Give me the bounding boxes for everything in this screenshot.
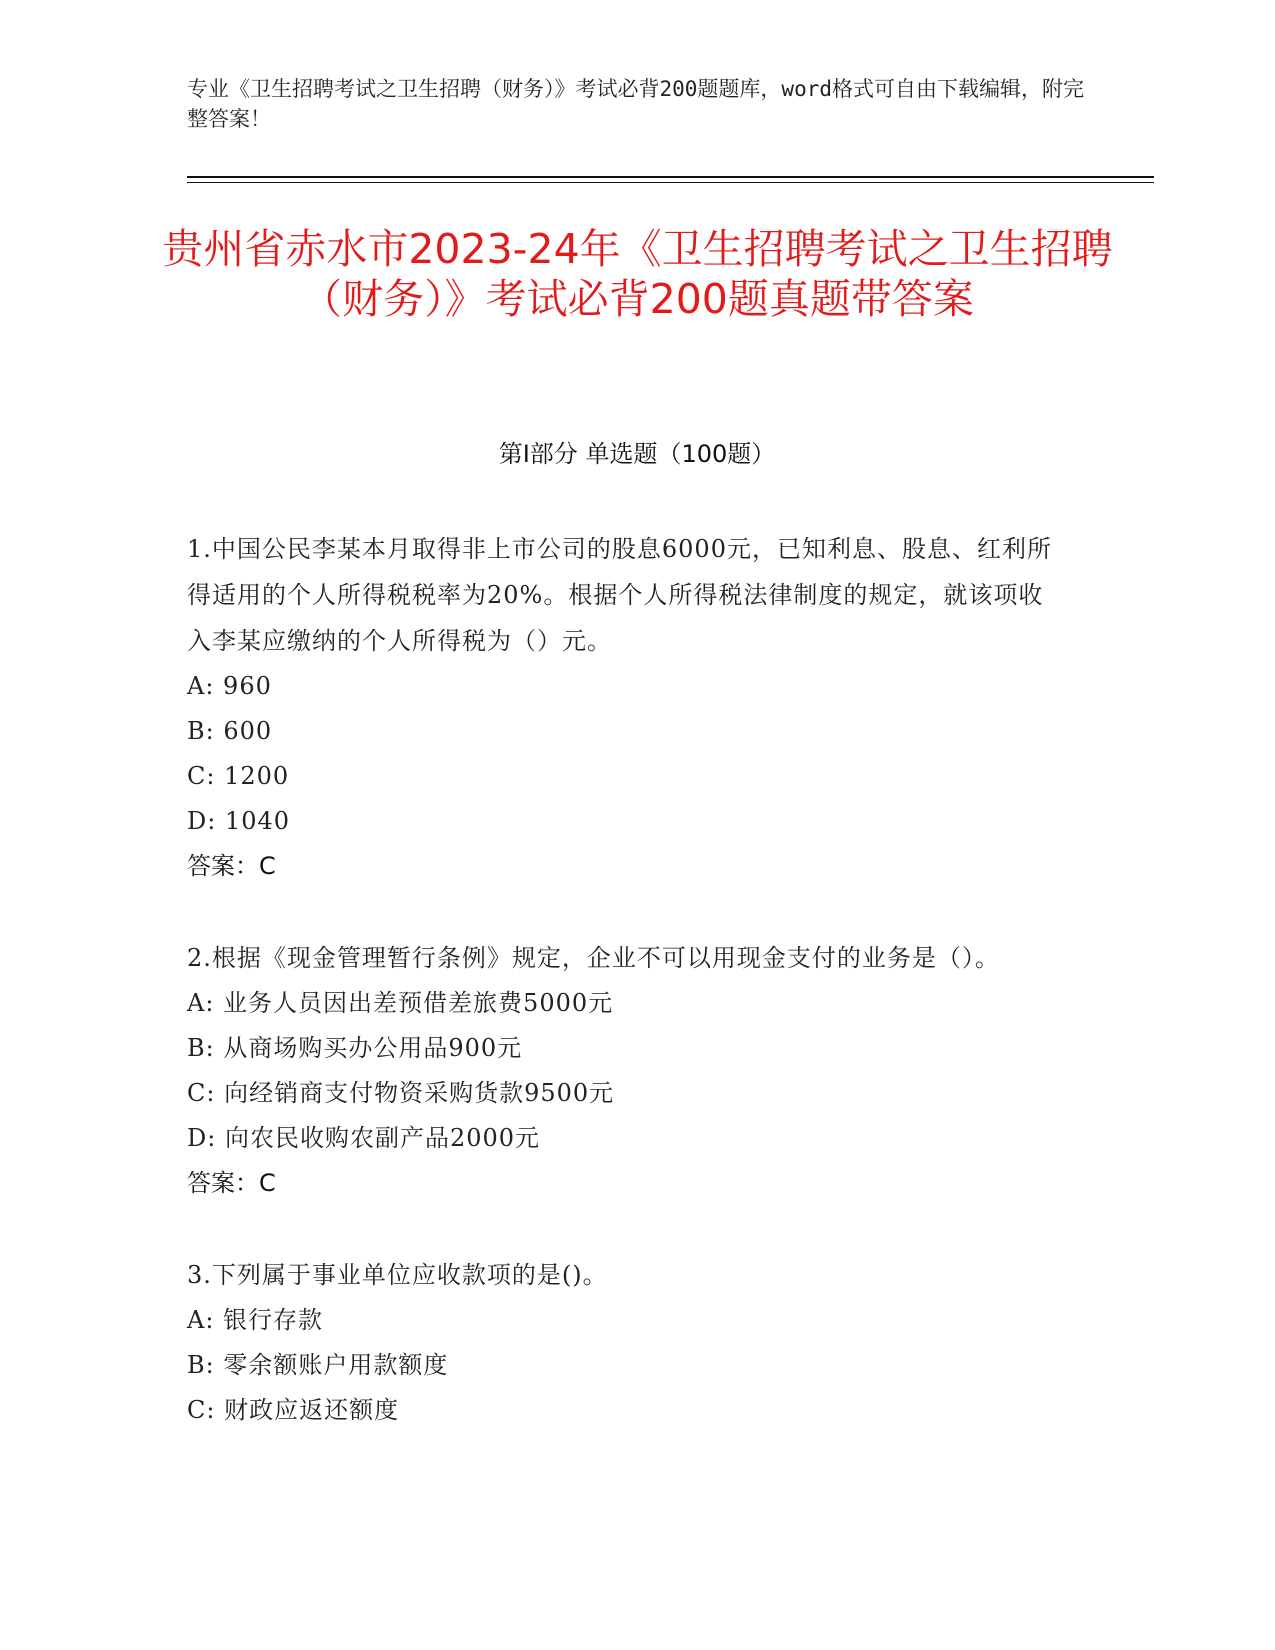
- question-1: [187, 526, 1067, 889]
- header-rule-thick: [187, 176, 1154, 178]
- option-b: B: 600: [187, 717, 273, 745]
- option-c: C: 1200: [187, 762, 290, 790]
- question-stem: 3.下列属于事业单位应收款项的是()。: [187, 1261, 608, 1289]
- option-c: C: 财政应返还额度: [187, 1396, 400, 1424]
- section-title: 第Ⅰ部分 单选题（100题）: [498, 440, 776, 468]
- question-stem: 1.中国公民李某本月取得非上市公司的股息6000元，已知利息、股息、红利所得适用的个人所得税税率为20%。根据个人所得税法律制度的规定，就该项收入李某应缴纳的个人所得税为（）元。: [187, 535, 1052, 655]
- option-a: A: 960: [187, 672, 272, 700]
- header-note: 专业《卫生招聘考试之卫生招聘（财务）》考试必背200题题库，word格式可自由下载编辑，附完整答案！: [187, 77, 1084, 131]
- option-d: D: 1040: [187, 807, 291, 835]
- option-a: A: 银行存款: [187, 1306, 324, 1334]
- question-list: [187, 526, 1067, 1479]
- question-2: [187, 935, 1067, 1206]
- option-a: A: 业务人员因出差预借差旅费5000元: [187, 989, 614, 1017]
- question-3: [187, 1252, 1067, 1433]
- option-d: D: 向农民收购农副产品2000元: [187, 1124, 541, 1152]
- option-c: C: 向经销商支付物资采购货款9500元: [187, 1079, 615, 1107]
- option-b: B: 零余额账户用款额度: [187, 1351, 449, 1379]
- answer: 答案：C: [187, 1169, 276, 1197]
- question-stem: 2.根据《现金管理暂行条例》规定，企业不可以用现金支付的业务是（）。: [187, 944, 1000, 972]
- header-rule-thin: [187, 182, 1154, 183]
- document-title: 贵州省赤水市2023-24年《卫生招聘考试之卫生招聘（财务）》考试必背200题真题带答案: [162, 225, 1113, 323]
- option-b: B: 从商场购买办公用品900元: [187, 1034, 523, 1062]
- answer: 答案：C: [187, 852, 276, 880]
